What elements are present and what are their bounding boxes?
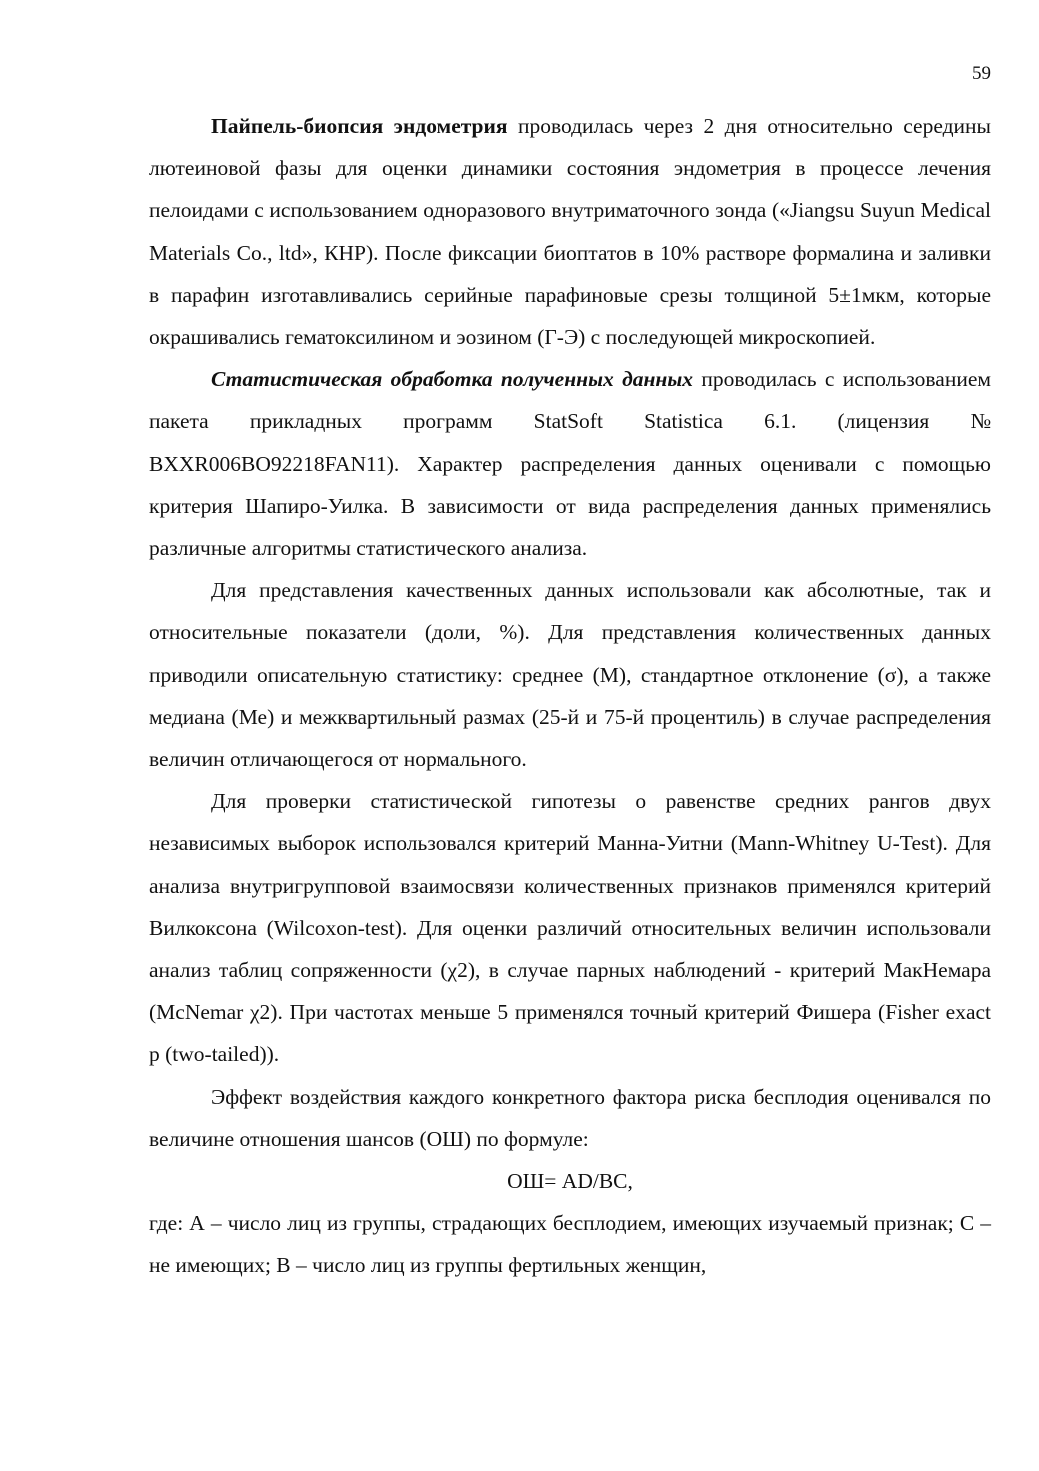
paragraph-hypothesis-tests	[149, 780, 991, 1075]
formula: ОШ= AD/BC,	[507, 1169, 633, 1194]
paragraph-heading: Статистическая обработка полученных данных	[211, 367, 694, 392]
paragraph-text: Эффект воздействия каждого конкретного фактора риска бесплодия оценивался по величине отношения шансов (ОШ) по формуле:	[149, 1084, 991, 1151]
paragraph-heading: Пайпель-биопсия эндометрия	[211, 114, 508, 138]
paragraph-odds-ratio	[149, 1076, 991, 1160]
paragraph-text: Для проверки статистической гипотезы о равенстве средних рангов двух независимых выборок использовался критерий Манна-Уитни (Mann-Whitney U-Test). Для анализа внутригрупповой взаимосвязи количественных признаков применялся критерий Вилкоксона (Wilcoxon-test). Для оценки различий относительных величин использовали анализ таблиц сопряженности (χ2), в случае парных наблюдений - критерий МакНемара (McNemar χ2). При частотах меньше 5 применялся точный критерий Фишера (Fisher exact p (two-tailed)).	[149, 789, 991, 1067]
paragraph-text: проводилась через 2 дня относительно середины лютеиновой фазы для оценки динамики состояния эндометрия в процессе лечения пелоидами с использованием одноразового внутриматочного зонда («Jiangsu Suyun Medical Materials Co., ltd», КНР). После фиксации биоптатов в 10% растворе формалина и заливки в парафин изготавливались серийные парафиновые срезы толщиной 5±1мкм, которые окрашивались гематоксилином и эозином (Г-Э) с последующей микроскопией.	[149, 114, 991, 350]
paragraph-formula-legend: где: А – число лиц из группы, страдающих бесплодием, имеющих изучаемый признак; С – не имеющих; В – число лиц из группы фертильных женщин,	[149, 1211, 991, 1278]
paragraph-statistical-processing	[149, 358, 991, 569]
paragraph-text: Для представления качественных данных использовали как абсолютные, так и относительные показатели (доли, %). Для представления количественных данных приводили описательную статистику: среднее (М), стандартное отклонение (σ), а также медиана (Ме) и межквартильный размах (25-й и 75-й процентиль) в случае распределения величин отличающегося от нормального.	[149, 578, 991, 772]
document-body	[149, 105, 991, 1287]
paragraph-pipelle-biopsy	[149, 105, 991, 358]
paragraph-text: проводилась с использованием пакета прикладных программ StatSoft Statistica 6.1. (лицензия № BXXR006BO92218FAN11). Характер распределения данных оценивали с помощью критерия Шапиро-Уилка. В зависимости от вида распределения данных применялись различные алгоритмы статистического анализа.	[149, 367, 991, 561]
paragraph-descriptive-statistics	[149, 569, 991, 780]
page-number: 59	[972, 63, 991, 84]
